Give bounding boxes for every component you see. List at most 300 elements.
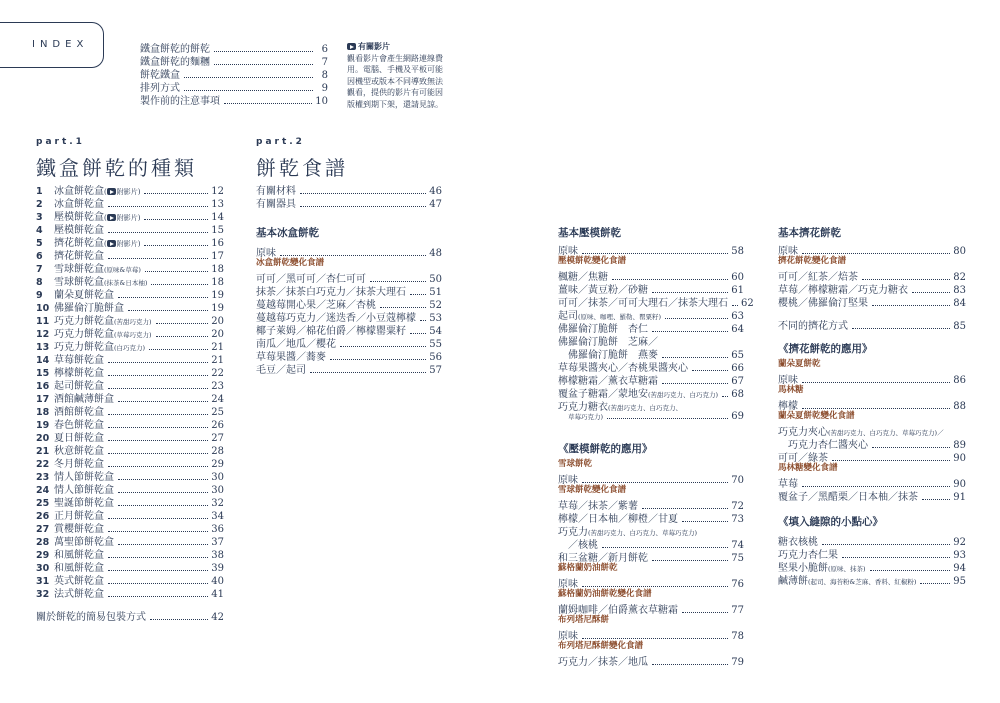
leader-dots: [652, 292, 728, 293]
page-number: 30: [211, 485, 224, 496]
toc-entry: [558, 398, 744, 411]
entry-title: 草莓果醬夾心／杏桃果醬夾心: [558, 363, 688, 374]
video-badge: ( 附影片): [104, 188, 141, 196]
entry-title: 餅乾鐵盒: [140, 70, 180, 81]
entry-number: 14: [36, 355, 50, 366]
leader-dots: [870, 570, 951, 571]
leader-dots: [144, 245, 208, 246]
leader-dots: [642, 508, 728, 509]
entry-title: 情人節餅乾盒: [54, 485, 114, 496]
page-number: 72: [731, 501, 744, 512]
entry-title: 櫻桃／佛羅倫汀堅果: [778, 298, 868, 309]
toc-entry: [36, 468, 224, 481]
page-number: 30: [211, 472, 224, 483]
toc-entry: [778, 423, 966, 436]
entry-title: 聖誕節餅乾盒: [54, 498, 114, 509]
toc-entry: [140, 92, 328, 105]
page-number: 53: [429, 313, 442, 324]
entry-title: 巧克力杏仁醬夾心: [788, 440, 868, 451]
leader-dots: [872, 305, 950, 306]
subsection-label: 馬林糖: [778, 385, 804, 395]
entry-number: 31: [36, 576, 50, 587]
leader-dots: [410, 333, 426, 334]
toc-entry: [256, 283, 442, 296]
page-number: 15: [211, 225, 224, 236]
entry-title: 鹹薄餅: [778, 576, 808, 587]
toc-entry: [140, 79, 328, 92]
toc-entry: [36, 403, 224, 416]
page-number: 56: [429, 352, 442, 363]
toc-entry: [558, 575, 744, 588]
entry-number: 19: [36, 420, 50, 431]
entry-number: 17: [36, 394, 50, 405]
leader-dots: [582, 253, 728, 254]
entry-title: 佛羅倫汀脆餅 芝麻／: [558, 337, 658, 348]
page-number: 37: [211, 537, 224, 548]
toc-entry: [778, 294, 966, 307]
leader-dots: [340, 346, 426, 347]
leader-dots: [108, 414, 208, 415]
entry-title: 起司餅乾盒: [54, 381, 104, 392]
page-number: 88: [953, 401, 966, 412]
subsection-label: 雪球餅乾: [558, 459, 593, 469]
leader-dots: [149, 349, 208, 350]
spacer: [558, 424, 744, 436]
leader-dots: [118, 479, 208, 480]
toc-entry: [778, 371, 966, 384]
leader-dots: [582, 482, 728, 483]
page-number: 79: [731, 657, 744, 668]
page-number: 92: [953, 537, 966, 548]
leader-dots: [872, 447, 950, 448]
leader-dots: [300, 206, 426, 207]
toc-entry: [558, 294, 754, 309]
leader-dots: [410, 294, 426, 295]
entry-number: 27: [36, 524, 50, 535]
toc-entry: [36, 442, 224, 455]
leader-dots: [682, 521, 728, 522]
toc-entry: [558, 510, 744, 523]
entry-title: 堅果小脆餅: [778, 563, 828, 574]
entry-title: 草莓／抹茶／紫薯: [558, 501, 638, 512]
video-note-body: 觀看影片會產生網路連線費用。電腦、手機及平板可能因機型或版本不同導致無法觀看，提供的影片有可能因版權到期下架，還請見諒。: [347, 53, 443, 109]
entry-title: 檸檬／日本柚／柳橙／甘夏: [558, 514, 678, 525]
page-number: 21: [211, 342, 224, 353]
part2-title: 餅乾食譜: [256, 156, 348, 180]
index-label: INDEX: [32, 39, 89, 50]
play-icon: [347, 43, 356, 50]
intro-list: [140, 40, 328, 105]
section-heading: 基本壓模餅乾: [558, 227, 621, 239]
entry-title: 萬聖節餅乾盒: [54, 537, 114, 548]
leader-dots: [922, 499, 950, 500]
page-number: 77: [731, 605, 744, 616]
entry-title: 原味: [256, 248, 276, 259]
toc-entry: [36, 312, 224, 325]
page-number: 69: [731, 411, 744, 422]
page-number: 91: [953, 492, 966, 503]
page-number: 34: [211, 511, 224, 522]
page-number: 80: [953, 246, 966, 257]
toc-entry: [36, 325, 224, 338]
leader-dots: [184, 90, 313, 91]
entry-title: 冬月餅乾盒: [54, 459, 104, 470]
leader-dots: [607, 418, 728, 419]
page-number: 25: [211, 407, 224, 418]
entry-title: 有關材料: [256, 186, 296, 197]
entry-title: 蔓越莓巧克力／迷迭香／小豆蔻檸檬: [256, 313, 416, 324]
leader-dots: [118, 492, 208, 493]
entry-number: 13: [36, 342, 50, 353]
section-heading: 基本擠花餅乾: [778, 227, 841, 239]
video-note-heading: [347, 41, 447, 53]
leader-dots: [822, 544, 950, 545]
toc-entry: [36, 507, 224, 520]
toc-entry: [256, 335, 442, 348]
toc-entry: [558, 497, 744, 510]
leader-dots: [108, 206, 208, 207]
leader-dots: [150, 619, 208, 620]
page-number: 85: [953, 321, 966, 332]
toc-entry: [558, 320, 744, 333]
entry-title: 巧克力／抹茶／地瓜: [558, 657, 648, 668]
toc-entry: [36, 273, 224, 286]
entry-title: 情人節餅乾盒: [54, 472, 114, 483]
entry-title: 草莓餅乾盒: [54, 355, 104, 366]
toc-entry: [256, 361, 442, 374]
leader-dots: [330, 359, 426, 360]
toc-entry: [36, 247, 224, 260]
entry-number: 7: [36, 264, 43, 275]
leader-dots: [602, 547, 728, 548]
entry-title: 秋意餅乾盒: [54, 446, 104, 457]
page-number: 32: [211, 498, 224, 509]
entry-number: 10: [36, 303, 50, 314]
page-number: 54: [429, 326, 442, 337]
section-heading: 基本冰盒餅乾: [256, 227, 319, 239]
toc-entry: [36, 416, 224, 429]
toc-entry: [778, 436, 966, 449]
entry-title: 南瓜／地瓜／櫻花: [256, 339, 336, 350]
page-number: 46: [429, 186, 442, 197]
entry-note: (草莓巧克力): [114, 331, 152, 339]
entry-title: 和風餅乾盒: [54, 550, 104, 561]
page-number: 60: [731, 272, 744, 283]
leader-dots: [108, 596, 208, 597]
leader-dots: [280, 255, 426, 256]
entry-number: 16: [36, 381, 50, 392]
leader-dots: [184, 77, 313, 78]
page-number: 66: [731, 363, 744, 374]
play-icon: [107, 188, 116, 195]
entry-number: 20: [36, 433, 50, 444]
leader-dots: [802, 408, 950, 409]
entry-title: 佛羅倫汀脆餅 燕麥: [568, 350, 658, 361]
entry-title: 原味: [558, 579, 578, 590]
video-note-title: 有關影片: [358, 42, 390, 51]
page-number: 39: [211, 563, 224, 574]
entry-title: 抹茶／抹茶白巧克力／抹茶大理石: [256, 287, 406, 298]
leader-dots: [920, 583, 950, 584]
entry-title: 賞櫻餅乾盒: [54, 524, 104, 535]
toc-entry: [558, 359, 744, 372]
subsection-label: 蘇格蘭奶油餅乾: [558, 563, 618, 573]
entry-note: (抹茶&日本柚): [104, 279, 148, 287]
toc-entry: [778, 572, 966, 585]
entry-title: 毛豆／起司: [256, 365, 306, 376]
entry-number: 5: [36, 238, 43, 249]
entry-title: 檸檬糖霜／薰衣草糖霜: [558, 376, 658, 387]
entry-title: 蘭姆咖啡／伯爵薰衣草糖霜: [558, 605, 678, 616]
toc-entry: [558, 268, 744, 281]
toc-entry: [36, 481, 224, 494]
entry-number: 29: [36, 550, 50, 561]
page-number: 42: [211, 612, 224, 623]
entry-title: 佛羅倫汀脆餅盒: [54, 303, 124, 314]
leader-dots: [108, 570, 208, 571]
entry-title: 雪球餅乾盒: [54, 277, 104, 288]
leader-dots: [300, 193, 426, 194]
toc-entry: [36, 377, 224, 390]
leader-dots: [108, 258, 208, 259]
page-number: 67: [731, 376, 744, 387]
page-number: 86: [953, 375, 966, 386]
toc-entry: [256, 296, 442, 309]
toc-entry: [778, 546, 966, 559]
leader-dots: [108, 427, 208, 428]
leader-dots: [722, 396, 728, 397]
toc-entry: [36, 585, 224, 598]
page-number: 93: [953, 550, 966, 561]
toc-entry: [558, 627, 744, 640]
page-number: 40: [211, 576, 224, 587]
page-number: 90: [953, 453, 966, 464]
page-number: 82: [953, 272, 966, 283]
toc-entry: [558, 242, 744, 255]
toc-entry: [36, 208, 224, 221]
page-number: 70: [731, 475, 744, 486]
leader-dots: [732, 305, 738, 306]
toc-entry: [558, 411, 744, 424]
toc-entry: [36, 429, 224, 442]
entry-title: 巧克力餅乾盒: [54, 342, 114, 353]
subsection-label: 擠花餅乾變化食譜: [778, 256, 847, 266]
toc-entry: [36, 260, 224, 273]
toc-entry: [256, 309, 442, 322]
entry-title: 蔓越莓開心果／芝麻／杏桃: [256, 300, 376, 311]
leader-dots: [108, 375, 208, 376]
entry-number: 25: [36, 498, 50, 509]
toc-entry: [778, 281, 966, 294]
entry-title: 正月餅乾盒: [54, 511, 104, 522]
leader-dots: [802, 253, 950, 254]
entry-title: 可可／綠茶: [778, 453, 828, 464]
entry-title: 巧克力: [558, 527, 588, 538]
leader-dots: [224, 103, 312, 104]
toc-entry: [36, 182, 224, 195]
entry-title: 法式餅乾盒: [54, 589, 104, 600]
subsection-label: 蘭朵夏餅乾: [778, 359, 821, 369]
part2-list: [256, 182, 442, 374]
leader-dots: [842, 557, 950, 558]
video-badge: ( 附影片): [104, 214, 141, 222]
leader-dots: [156, 323, 209, 324]
entry-title: 佛羅倫汀脆餅 杏仁: [558, 324, 648, 335]
toc-entry: [36, 195, 224, 208]
toc-entry: [36, 221, 224, 234]
leader-dots: [852, 328, 950, 329]
leader-dots: [108, 440, 208, 441]
entry-note: (起司、海苔粉&芝麻、香料、紅椒粉): [808, 578, 917, 586]
toc-entry: [256, 270, 442, 283]
entry-note: (白巧克力): [114, 344, 146, 352]
entry-title: 原味: [558, 631, 578, 642]
toc-entry: [36, 390, 224, 403]
video-note: [347, 41, 447, 110]
leader-dots: [802, 486, 950, 487]
entry-title: 起司: [558, 311, 578, 322]
leader-dots: [144, 193, 208, 194]
toc-entry: [140, 40, 328, 53]
entry-title: 覆盆子／黑醋栗／日本柚／抹茶: [778, 492, 918, 503]
toc-entry: [36, 546, 224, 559]
toc-entry: [558, 281, 744, 294]
entry-note: (原味&草莓): [104, 266, 141, 274]
entry-number: 24: [36, 485, 50, 496]
entry-title: 巧克力夾心: [778, 427, 828, 438]
entry-title: 覆盆子糖霜／蒙地安: [558, 389, 648, 400]
leader-dots: [912, 292, 950, 293]
leader-dots: [108, 453, 208, 454]
entry-title: 製作前的注意事項: [140, 96, 220, 107]
toc-entry: [558, 523, 744, 536]
entry-number: 26: [36, 511, 50, 522]
toc-entry: [140, 53, 328, 66]
subsection-label: 布列塔尼酥餅: [558, 615, 610, 625]
leader-dots: [108, 232, 208, 233]
play-icon: [107, 214, 116, 221]
leader-dots: [214, 51, 313, 52]
entry-title: 壓模餅乾盒: [54, 212, 104, 223]
page-number: 73: [731, 514, 744, 525]
entry-title: 冰盒餅乾盒: [54, 186, 104, 197]
toc-entry: [558, 471, 744, 484]
col3-list: [558, 224, 754, 668]
entry-note: (苦甜巧克力、白巧克力): [648, 391, 719, 399]
entry-title: 原味: [558, 475, 578, 486]
page-number: 16: [211, 238, 224, 249]
page-number: 29: [211, 459, 224, 470]
part2-label: part.2: [256, 137, 305, 147]
toc-entry: [36, 533, 224, 546]
leader-dots: [652, 664, 728, 665]
leader-dots: [370, 281, 426, 282]
subsection-label: 壓模餅乾變化食譜: [558, 256, 627, 266]
leader-dots: [128, 310, 208, 311]
entry-title: 巧克力餅乾盒: [54, 316, 114, 327]
entry-title: 鐵盒餅乾的麵糰: [140, 57, 210, 68]
page-number: 20: [211, 329, 224, 340]
entry-title: 鐵盒餅乾的餅乾: [140, 44, 210, 55]
entry-title: 椰子萊姆／棉花伯爵／檸檬罌粟籽: [256, 326, 406, 337]
leader-dots: [612, 279, 728, 280]
entry-title: ／核桃: [568, 540, 598, 551]
entry-title: 檸檬餅乾盒: [54, 368, 104, 379]
entry-note: (原味、咖哩、羅勒、罌粟籽): [578, 313, 662, 321]
page-number: 55: [429, 339, 442, 350]
entry-number: 6: [36, 251, 43, 262]
toc-entry: [36, 351, 224, 364]
toc-entry: [778, 533, 966, 546]
leader-dots: [380, 307, 426, 308]
toc-entry: [36, 520, 224, 533]
page-number: 36: [211, 524, 224, 535]
page-number: 24: [211, 394, 224, 405]
toc-entry: [36, 559, 224, 572]
page-number: 50: [429, 274, 442, 285]
leader-dots: [118, 297, 208, 298]
entry-title: 巧克力杏仁果: [778, 550, 838, 561]
leader-dots: [118, 401, 208, 402]
leader-dots: [652, 331, 728, 332]
subsection-label: 蘭朵夏餅乾變化食譜: [778, 411, 855, 421]
section-heading: 《壓模餅乾的應用》: [558, 443, 653, 455]
entry-note: (原味、抹茶): [828, 565, 866, 573]
leader-dots: [832, 460, 950, 461]
entry-title: 草莓果醬／蕎麥: [256, 352, 326, 363]
page-number: 95: [953, 576, 966, 587]
entry-number: 3: [36, 212, 43, 223]
leader-dots: [214, 64, 313, 65]
entry-number: 15: [36, 368, 50, 379]
entry-number: 32: [36, 589, 50, 600]
toc-entry: [558, 333, 744, 346]
entry-title: 擠花餅乾盒: [54, 251, 104, 262]
entry-title: 原味: [558, 246, 578, 257]
page-number: 48: [429, 248, 442, 259]
toc-entry: [36, 338, 224, 351]
entry-title: 冰盒餅乾盒: [54, 199, 104, 210]
entry-title: 原味: [778, 375, 798, 386]
toc-entry: [36, 299, 224, 312]
toc-entry: [778, 559, 966, 572]
leader-dots: [420, 320, 426, 321]
page-number: 18: [211, 277, 224, 288]
entry-title: 和風餅乾盒: [54, 563, 104, 574]
page-number: 13: [211, 199, 224, 210]
page-number: 28: [211, 446, 224, 457]
entry-number: 30: [36, 563, 50, 574]
toc-entry: [778, 449, 966, 462]
toc-entry: [558, 307, 744, 320]
page-number: 12: [211, 186, 224, 197]
entry-title: 酒館鹹薄餅盒: [54, 394, 114, 405]
page-number: 38: [211, 550, 224, 561]
toc-entry: [558, 385, 744, 398]
entry-note: (苦甜巧克力、白巧克力、草莓巧克力)／: [828, 429, 944, 437]
entry-title: 酒館餅乾盒: [54, 407, 104, 418]
page-number: 68: [731, 389, 744, 400]
leader-dots: [582, 586, 728, 587]
entry-number: 4: [36, 225, 43, 236]
page-number: 58: [731, 246, 744, 257]
toc-entry: [36, 455, 224, 468]
leader-dots: [108, 531, 208, 532]
toc-entry: [256, 348, 442, 361]
leader-dots: [118, 544, 208, 545]
entry-title: 楓糖／焦糖: [558, 272, 608, 283]
entry-title: 關於餅乾的簡易包裝方式: [36, 612, 146, 623]
